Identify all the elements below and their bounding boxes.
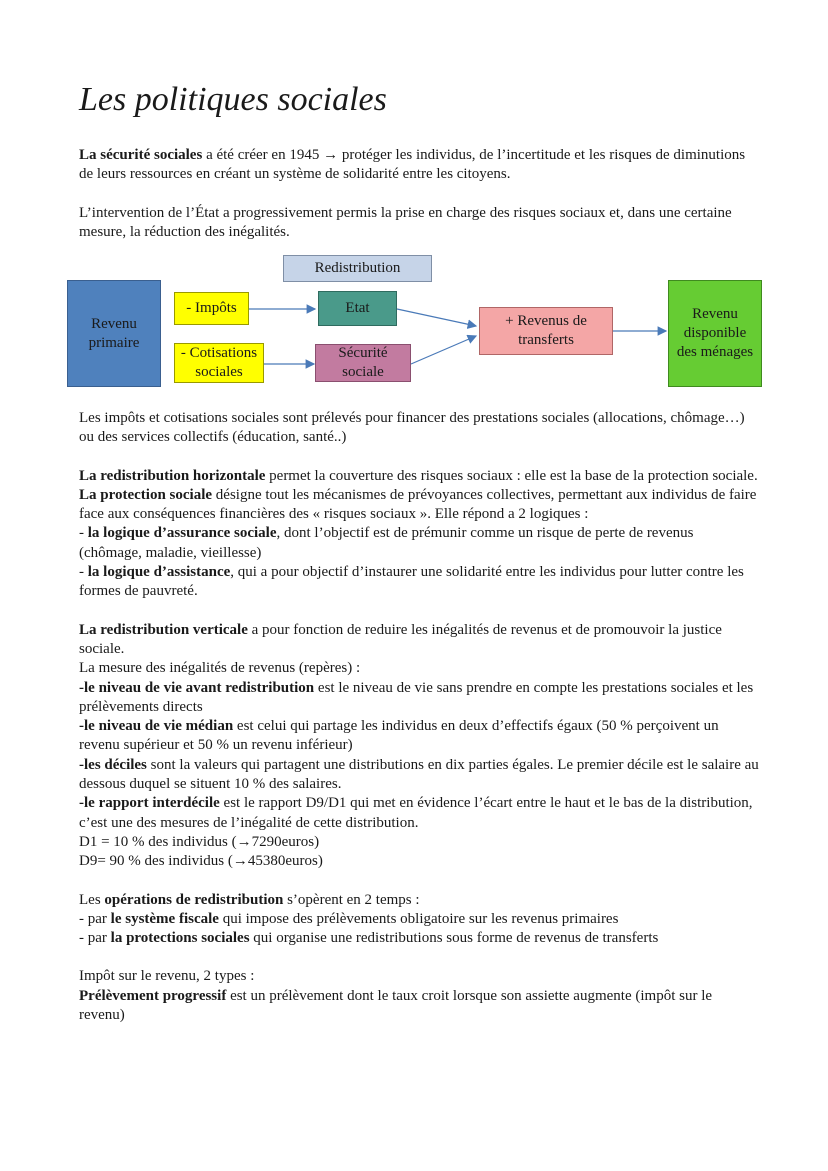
verticale-text: a pour fonction de reduire les inégalités de revenus et de promouvoir la justice sociale.	[79, 621, 722, 657]
operations-text: s’opèrent en 2 temps :	[283, 891, 420, 908]
term-deciles: -les déciles	[79, 756, 147, 773]
deciles-item	[79, 756, 759, 795]
assurance-text: , dont l’objectif est de prémunir comme un risque de perte de revenus (chômage, maladie, vieillesse)	[79, 525, 694, 561]
term-niveau-avant: -le niveau de vie avant redistribution	[79, 679, 315, 696]
term-protections-sociales: la protections sociales	[110, 930, 250, 947]
etat-box: Etat	[318, 291, 397, 326]
fiscal-item	[79, 910, 759, 929]
term-redistribution-verticale: La redistribution verticale	[79, 621, 248, 638]
securite-sociale-box: Sécurité sociale	[315, 344, 411, 382]
impot-revenu-line: Impôt sur le revenu, 2 types :	[79, 968, 255, 985]
term-niveau-median: -le niveau de vie médian	[79, 718, 234, 735]
operations-prefix: Les	[79, 891, 105, 908]
revenu-primaire-box: Revenu primaire	[67, 280, 161, 387]
protection-text: désigne tout les mécanismes de prévoyances collectives, permettant aux individus de faire face aux conséquences financières des « risques sociaux ». Elle répond a 2 logiques :	[79, 486, 757, 523]
horizontale-text: permet la couverture des risques sociaux : elle est la base de la protection sociale.	[265, 467, 758, 484]
progressif-text: est un prélèvement dont le taux croit lorsque son assiette augmente (impôt sur le revenu)	[79, 987, 713, 1024]
financement-paragraph: Les impôts et cotisations sociales sont prélevés pour financer des prestations sociales (allocations, chômage…) ou des services collectifs (éducation, santé..)	[79, 410, 745, 446]
fiscal-prefix: - par	[79, 910, 111, 927]
intro-text-1: a été créer en 1945 → protéger les individus, de l’incertitude et les risques de diminutions de leurs ressources en créant un système de solidarité entre les citoyens.	[79, 147, 746, 183]
cotisations-box: - Cotisations sociales	[174, 343, 264, 383]
page-title: Les politiques sociales	[79, 81, 387, 118]
body-content	[79, 409, 759, 1025]
protections-item	[79, 929, 759, 948]
term-interdecile: -le rapport interdécile	[79, 795, 220, 812]
assurance-item	[79, 524, 759, 563]
protections-text: qui organise une redistributions sous forme de revenus de transferts	[249, 930, 659, 947]
d1-line: D1 = 10 % des individus (→7290euros)	[79, 833, 320, 850]
niveau-median-item	[79, 717, 759, 756]
term-securite-sociale: La sécurité sociales	[79, 147, 203, 163]
intro-paragraph-1	[79, 146, 759, 185]
revenu-disponible-box: Revenu disponible des ménages	[668, 280, 762, 387]
intro-paragraph-2: L’intervention de l’État a progressivement permis la prise en charge des risques sociaux et, dans une certaine mesure, la réduction des inégalités.	[79, 204, 732, 240]
d9-line: D9= 90 % des individus (→45380euros)	[79, 853, 323, 870]
niveau-median-text: est celui qui partage les individus en deux d’effectifs égaux (50 % perçoivent un revenu supérieur et 50 % un revenu inférieur)	[79, 718, 719, 754]
deciles-text: sont la valeurs qui partagent une distributions en dix parties égales. Le premier décile est le salaire au dessous duquel se situent 10 % des salaires.	[79, 756, 759, 793]
interdecile-text: est le rapport D9/D1 qui met en évidence l’écart entre le haut et le bas de la distribution, c’est une des mesures de l’inégalité de cette distribution.	[79, 795, 753, 831]
niveau-avant-item	[79, 679, 759, 718]
progressif-paragraph	[79, 987, 759, 1026]
term-protection-sociale: La protection sociale	[79, 486, 213, 503]
horizontale-paragraph	[79, 467, 759, 486]
protection-paragraph	[79, 486, 759, 525]
term-assurance: la logique d’assurance sociale	[87, 525, 277, 542]
niveau-avant-text: est le niveau de vie sans prendre en compte les prestations sociales et les prélèvements directs	[79, 679, 754, 715]
term-operations: opérations de redistribution	[104, 891, 284, 908]
page-header	[79, 78, 759, 242]
term-redistribution-horizontale: La redistribution horizontale	[79, 467, 266, 484]
fiscal-text: qui impose des prélèvements obligatoire sur les revenus primaires	[218, 910, 619, 927]
mesure-line: La mesure des inégalités de revenus (repères) :	[79, 660, 361, 677]
assistance-prefix: -	[79, 564, 88, 581]
arrow-etat-transferts	[397, 309, 476, 326]
impots-box: - Impôts	[174, 292, 249, 325]
term-prelevement-progressif: Prélèvement progressif	[79, 987, 227, 1004]
operations-paragraph	[79, 891, 759, 910]
redistribution-label: Redistribution	[283, 255, 432, 282]
assistance-item	[79, 563, 759, 602]
arrow-securite-transferts	[411, 336, 476, 364]
assurance-prefix: -	[79, 525, 88, 542]
term-assistance: la logique d’assistance	[87, 564, 231, 581]
term-systeme-fiscal: le système fiscale	[110, 910, 219, 927]
protections-prefix: - par	[79, 930, 111, 947]
assistance-text: , qui a pour objectif d’instaurer une solidarité entre les individus pour lutter contre les formes de pauvreté.	[79, 564, 744, 600]
revenus-transferts-box: + Revenus de transferts	[479, 307, 613, 355]
interdecile-item	[79, 794, 759, 833]
verticale-paragraph	[79, 621, 759, 660]
